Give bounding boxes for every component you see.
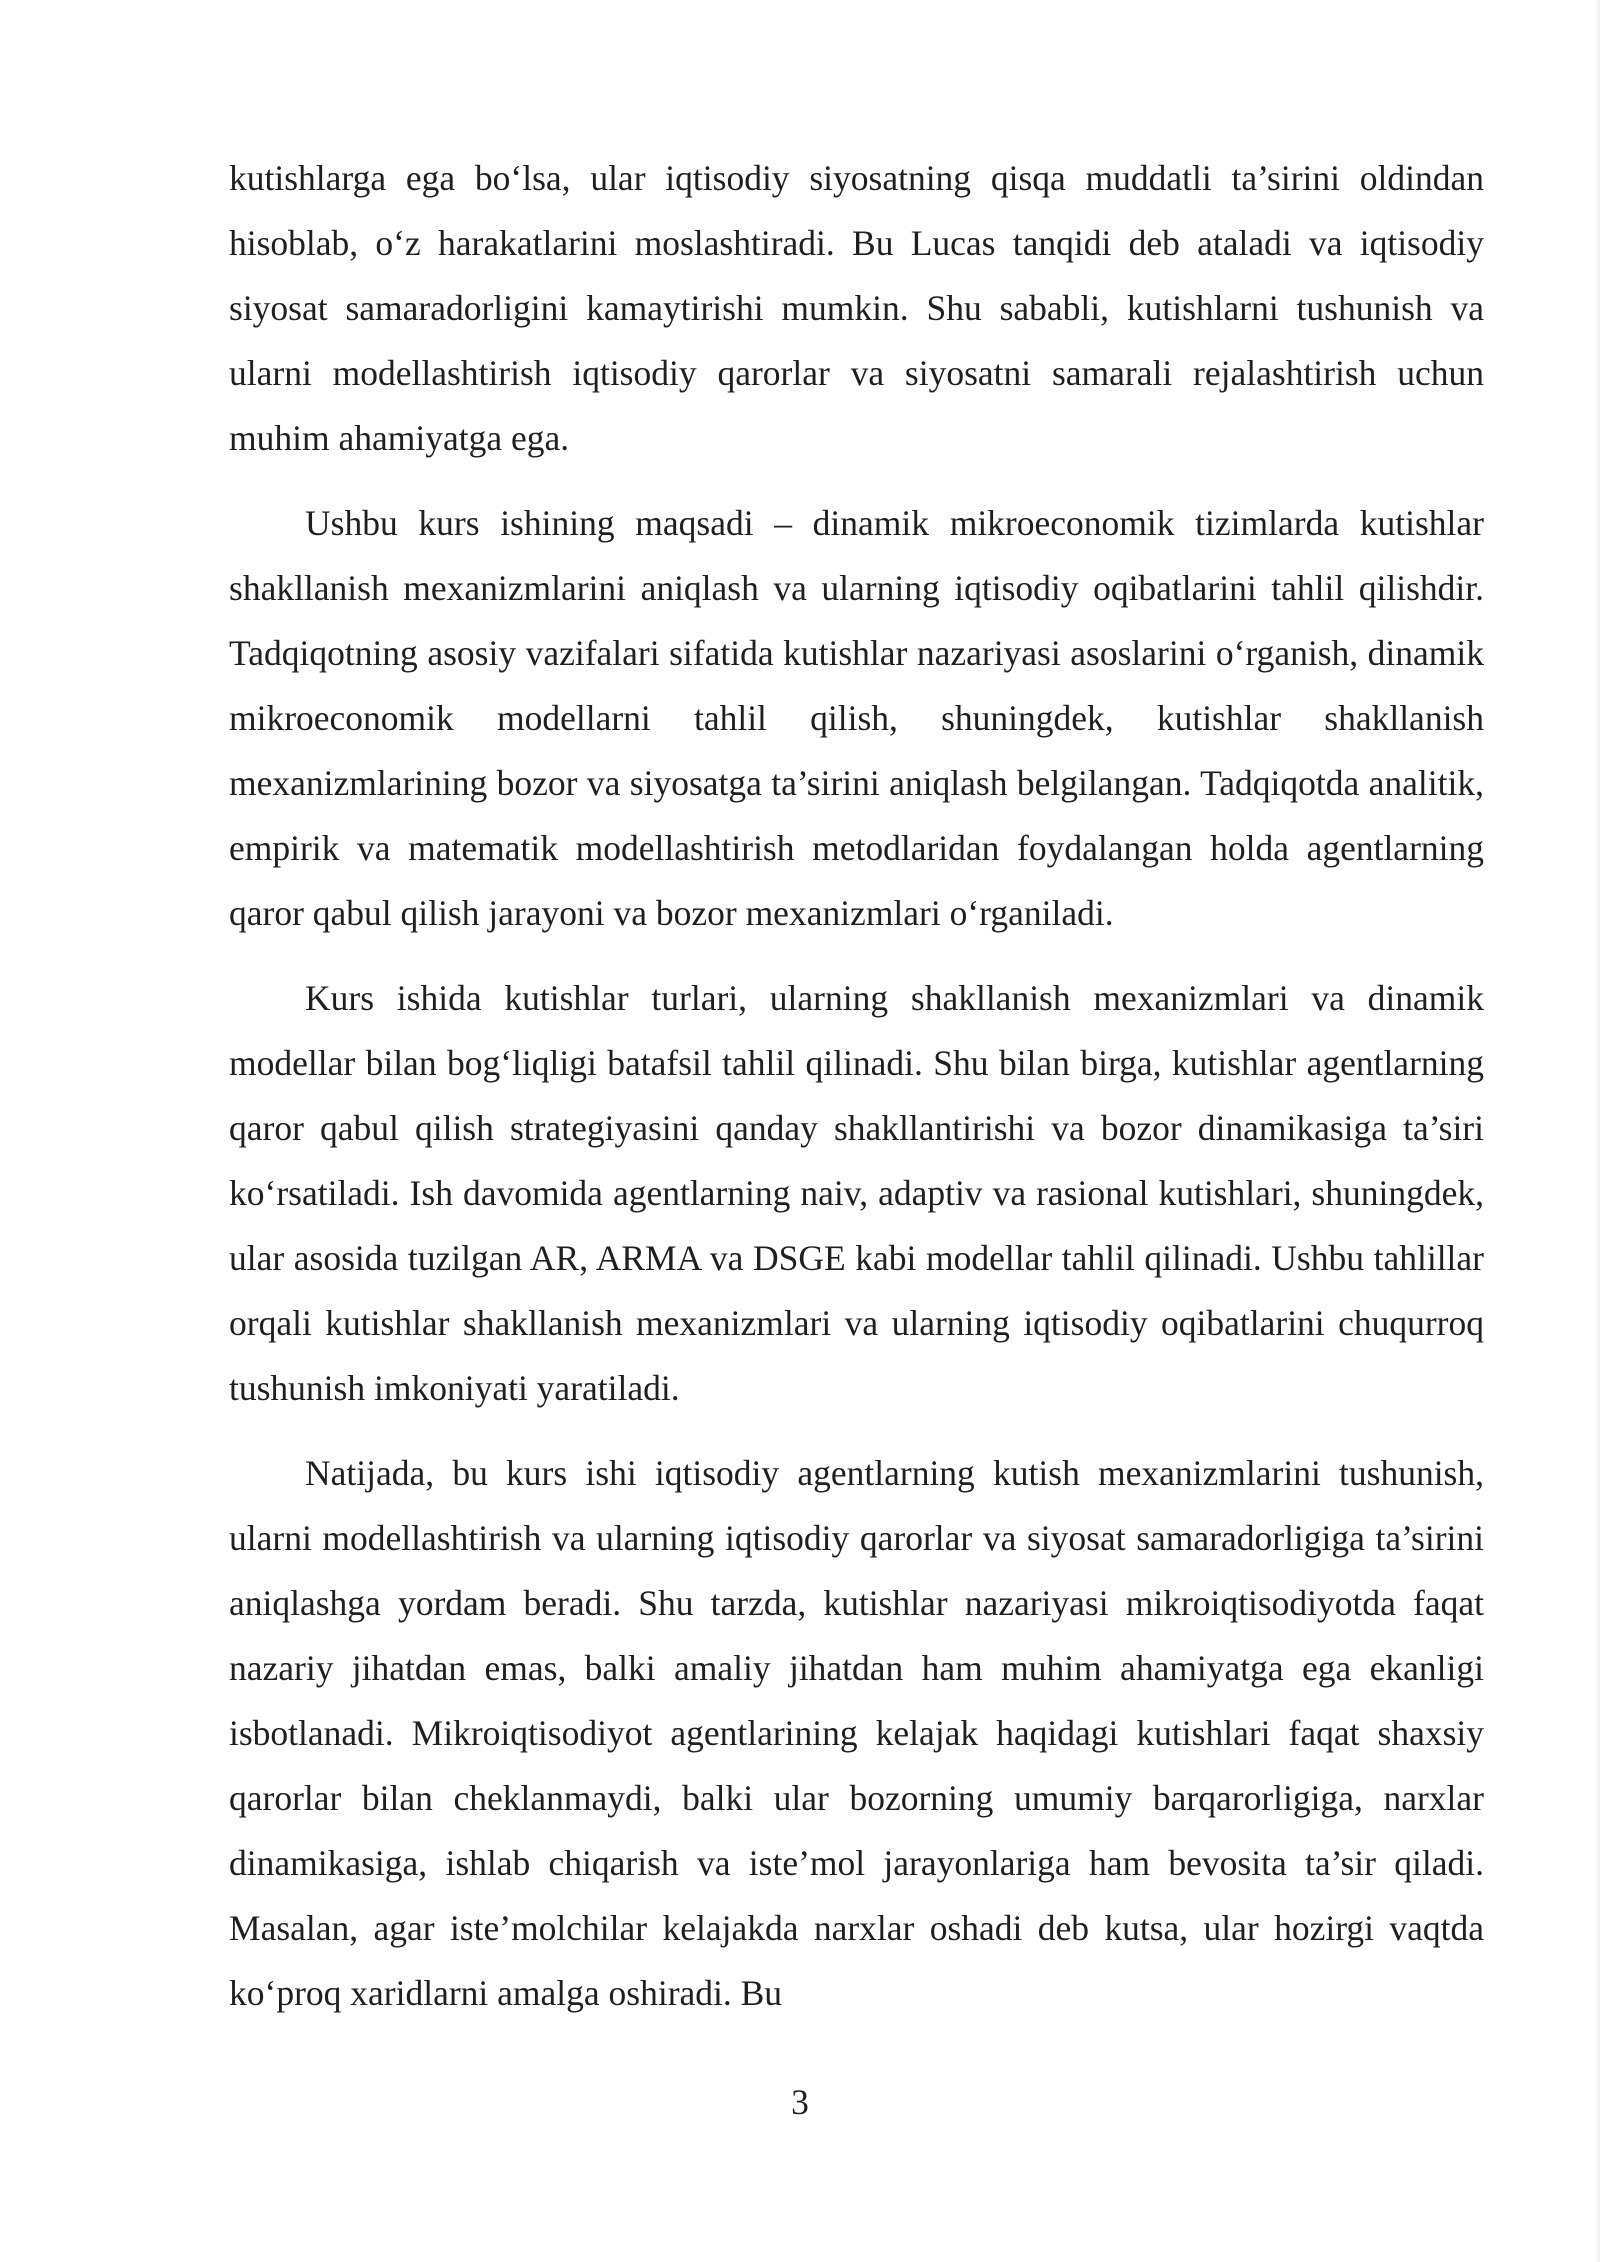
page-edge-shadow bbox=[1594, 0, 1600, 2262]
paragraph-1: kutishlarga ega bo‘lsa, ular iqtisodiy siyosatning qisqa muddatli ta’sirini oldindan hisoblab, o‘z harakatlarini moslashtiradi. Bu Lucas tanqidi deb ataladi va iqtisodiy siyosat samaradorligini kamaytirishi mumkin. Shu sababli, kutishlarni tushunish va ularni modellashtirish iqtisodiy qarorlar va siyosatni samarali rejalashtirish uchun muhim ahamiyatga ega. bbox=[229, 158, 1484, 458]
paragraph-4: Natijada, bu kurs ishi iqtisodiy agentlarning kutish mexanizmlarini tushunish, ularni modellashtirish va ularning iqtisodiy qarorlar va siyosat samaradorligiga ta’sirini aniqlashga yordam beradi. Shu tarzda, kutishlar nazariyasi mikroiqtisodiyotda faqat nazariy jihatdan emas, balki amaliy jihatdan ham muhim ahamiyatga ega ekanligi isbotlanadi. Mikroiqtisodiyot agentlarining kelajak haqidagi kutishlari faqat shaxsiy qarorlar bilan cheklanmaydi, balki ular bozorning umumiy barqarorligiga, narxlar dinamikasiga, ishlab chiqarish va iste’mol jarayonlariga ham bevosita ta’sir qiladi. Masalan, agar iste’molchilar kelajakda narxlar oshadi deb kutsa, ular hozirgi vaqtda ko‘proq xaridlarni amalga oshiradi. Bu bbox=[229, 1453, 1484, 2013]
body-text bbox=[229, 146, 1484, 2046]
page-number: 3 bbox=[791, 2082, 809, 2122]
paragraph-2: Ushbu kurs ishining maqsadi – dinamik mikroeconomik tizimlarda kutishlar shakllanish mexanizmlarini aniqlash va ularning iqtisodiy oqibatlarini tahlil qilishdir. Tadqiqotning asosiy vazifalari sifatida kutishlar nazariyasi asoslarini o‘rganish, dinamik mikroeconomik modellarni tahlil qilish, shuningdek, kutishlar shakllanish mexanizmlarining bozor va siyosatga ta’sirini aniqlash belgilangan. Tadqiqotda analitik, empirik va matematik modellashtirish metodlaridan foydalangan holda agentlarning qaror qabul qilish jarayoni va bozor mexanizmlari o‘rganiladi. bbox=[229, 503, 1484, 933]
paragraph-3: Kurs ishida kutishlar turlari, ularning shakllanish mexanizmlari va dinamik modellar bilan bog‘liqligi batafsil tahlil qilinadi. Shu bilan birga, kutishlar agentlarning qaror qabul qilish strategiyasini qanday shakllantirishi va bozor dinamikasiga ta’siri ko‘rsatiladi. Ish davomida agentlarning naiv, adaptiv va rasional kutishlari, shuningdek, ular asosida tuzilgan AR, ARMA va DSGE kabi modellar tahlil qilinadi. Ushbu tahlillar orqali kutishlar shakllanish mexanizmlari va ularning iqtisodiy oqibatlarini chuqurroq tushunish imkoniyati yaratiladi. bbox=[229, 978, 1484, 1408]
